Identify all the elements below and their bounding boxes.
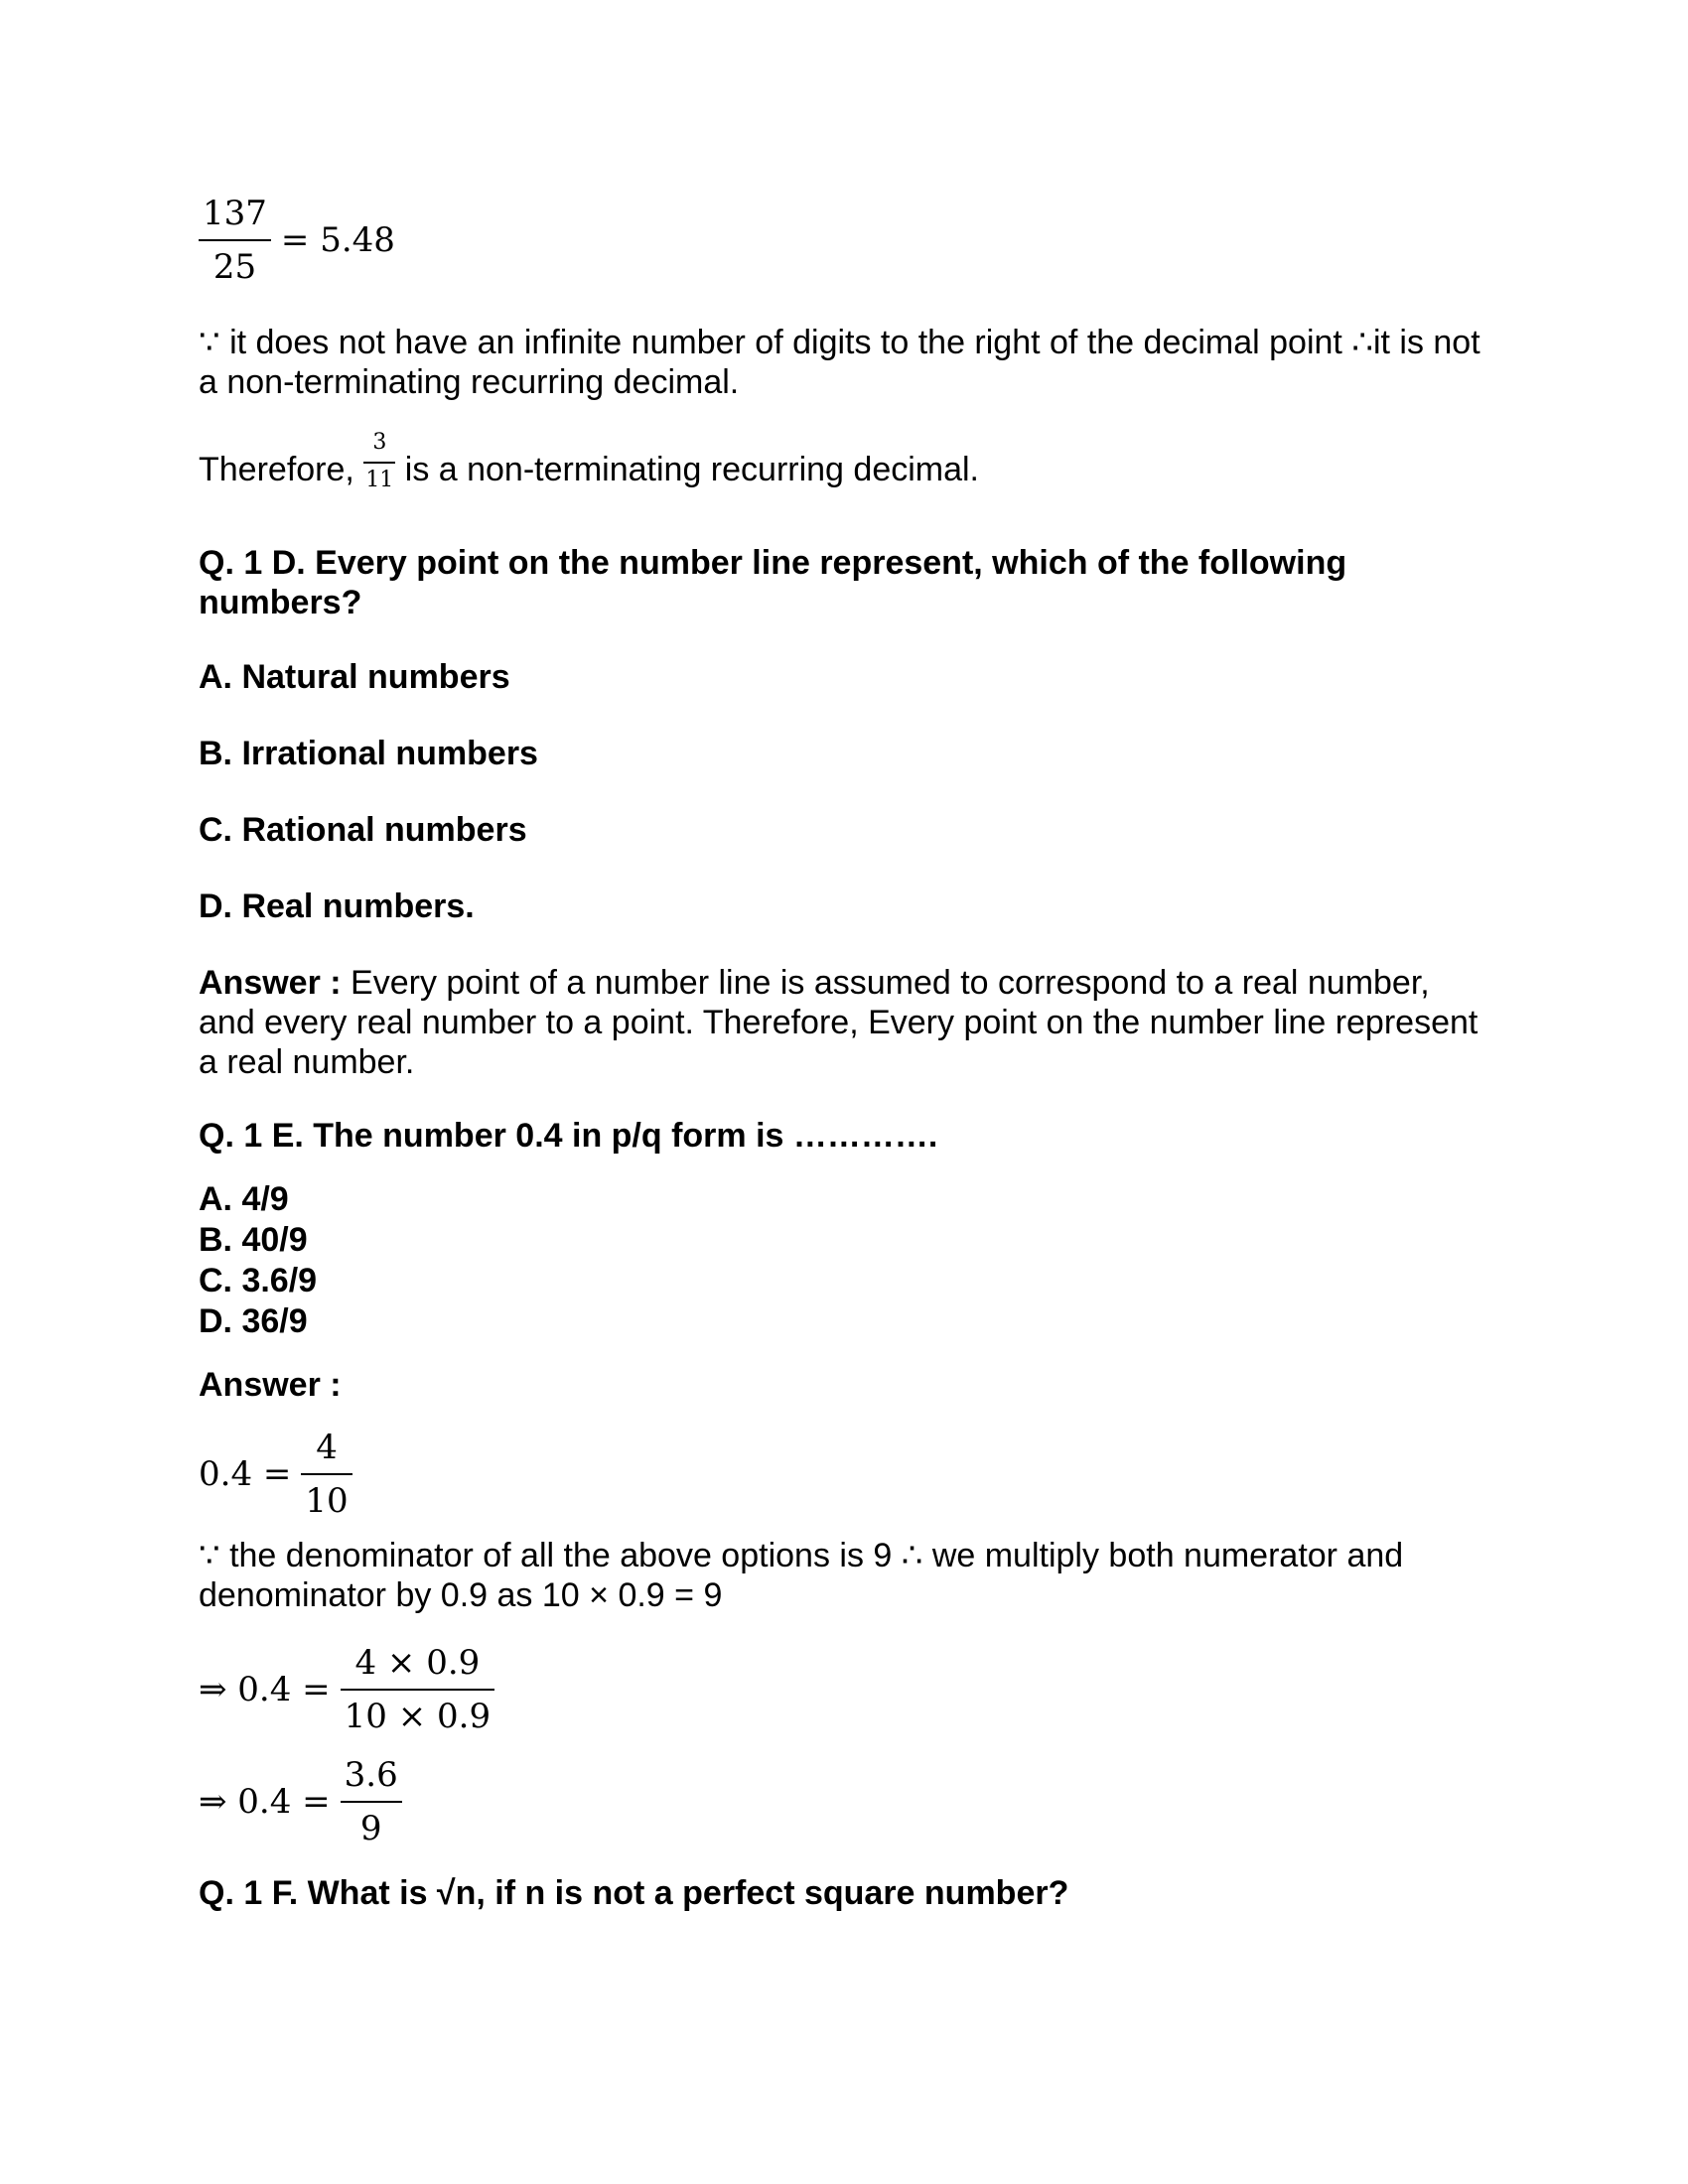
fraction	[341, 1755, 402, 1848]
fraction-numerator: 137	[199, 194, 271, 241]
option-a: A. Natural numbers	[199, 658, 510, 696]
question-1f: Q. 1 F. What is √n, if n is not a perfect square number?	[199, 1874, 1069, 1912]
option-d: D. 36/9	[199, 1302, 308, 1340]
fraction-numerator: 4	[301, 1428, 352, 1475]
answer-text: Every point of a number line is assumed to correspond to a real number, and every real number to a point. Therefore, Every point on the number line represent a real number.	[199, 964, 1478, 1081]
equation-lhs: ⇒ 0.4 =	[199, 1670, 331, 1709]
answer-label: Answer :	[199, 1366, 342, 1404]
paragraph-explain: ∵ the denominator of all the above options is 9 ∴ we multiply both numerator and denominator by 0.9 as 10 × 0.9 = 9	[199, 1537, 1404, 1614]
fraction-numerator: 3	[363, 430, 395, 464]
answer-label: Answer :	[199, 964, 352, 1002]
fraction	[199, 194, 271, 287]
fraction	[301, 1428, 352, 1521]
equation-0-4-eq-4-over-10	[199, 1428, 1489, 1521]
fraction-3-over-11	[363, 430, 395, 493]
paragraph-therefore	[199, 430, 1489, 493]
fraction-numerator: 3.6	[341, 1755, 402, 1803]
therefore-prefix: Therefore,	[199, 451, 364, 488]
fraction-denominator: 11	[365, 468, 394, 492]
question-1d: Q. 1 D. Every point on the number line represent, which of the following numbers?	[199, 544, 1347, 621]
fraction	[341, 1643, 494, 1736]
fraction-denominator: 10	[305, 1481, 349, 1521]
option-b: B. 40/9	[199, 1221, 308, 1259]
equation-lhs: 0.4 =	[199, 1454, 292, 1494]
fraction-denominator: 10 × 0.9	[344, 1697, 492, 1736]
option-b: B. Irrational numbers	[199, 735, 538, 772]
fraction-numerator: 4 × 0.9	[341, 1643, 494, 1691]
question-1e: Q. 1 E. The number 0.4 in p/q form is ………….	[199, 1117, 938, 1155]
option-a: A. 4/9	[199, 1180, 289, 1218]
answer-1d	[199, 963, 1489, 1082]
equation-137-over-25	[199, 194, 1489, 287]
option-c: C. 3.6/9	[199, 1262, 318, 1299]
fraction-denominator: 25	[212, 247, 257, 287]
fraction-denominator: 9	[359, 1809, 382, 1848]
therefore-suffix: is a non-terminating recurring decimal.	[395, 451, 980, 488]
equation-multiply	[199, 1643, 1489, 1736]
equation-rhs: = 5.48	[280, 220, 395, 260]
equation-lhs: ⇒ 0.4 =	[199, 1782, 331, 1822]
option-d: D. Real numbers.	[199, 887, 475, 925]
paragraph-non-recurring: ∵ it does not have an infinite number of digits to the right of the decimal point ∴it is not a non-terminating recurring decimal.	[199, 324, 1480, 401]
equation-result	[199, 1755, 1489, 1848]
option-c: C. Rational numbers	[199, 811, 527, 849]
